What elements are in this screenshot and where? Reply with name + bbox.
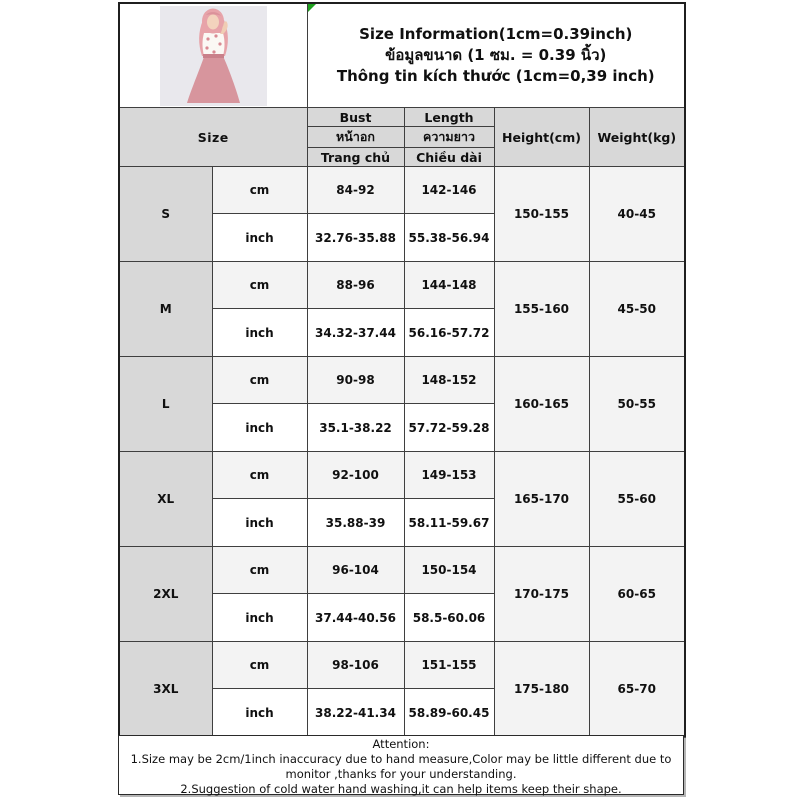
size-cell-2xl: 2XL [119, 547, 212, 642]
weight-l: 50-55 [589, 357, 685, 452]
unit-inch-l: inch [212, 404, 307, 452]
length-cm-xl: 149-153 [404, 452, 494, 499]
size-cell-m: M [119, 262, 212, 357]
bust-cm-m: 88-96 [307, 262, 404, 309]
unit-inch-2xl: inch [212, 594, 307, 642]
bust-inch-xl: 35.88-39 [307, 499, 404, 547]
bust-inch-2xl: 37.44-40.56 [307, 594, 404, 642]
unit-cm-s: cm [212, 167, 307, 214]
unit-cm-xl: cm [212, 452, 307, 499]
height-s: 150-155 [494, 167, 589, 262]
unit-inch-m: inch [212, 309, 307, 357]
attention-heading: Attention: [372, 737, 430, 751]
size-chart-table [118, 2, 686, 738]
weight-m: 45-50 [589, 262, 685, 357]
bust-inch-m: 34.32-37.44 [307, 309, 404, 357]
weight-xl: 55-60 [589, 452, 685, 547]
model-illustration [160, 6, 267, 106]
length-inch-2xl: 58.5-60.06 [404, 594, 494, 642]
bust-cm-2xl: 96-104 [307, 547, 404, 594]
size-cell-xl: XL [119, 452, 212, 547]
unit-cm-2xl: cm [212, 547, 307, 594]
length-cm-m: 144-148 [404, 262, 494, 309]
length-header-th: ความยาว [404, 127, 494, 148]
length-cm-2xl: 150-154 [404, 547, 494, 594]
length-cm-s: 142-146 [404, 167, 494, 214]
length-inch-m: 56.16-57.72 [404, 309, 494, 357]
title-vietnamese: Thông tin kích thước (1cm=0,39 inch) [336, 67, 655, 85]
unit-cm-l: cm [212, 357, 307, 404]
attention-box [118, 735, 684, 795]
row-s-cm [119, 167, 685, 214]
length-cm-l: 148-152 [404, 357, 494, 404]
height-3xl: 175-180 [494, 642, 589, 738]
bust-inch-s: 32.76-35.88 [307, 214, 404, 262]
length-cm-3xl: 151-155 [404, 642, 494, 689]
bust-inch-l: 35.1-38.22 [307, 404, 404, 452]
height-2xl: 170-175 [494, 547, 589, 642]
unit-inch-xl: inch [212, 499, 307, 547]
bust-cm-l: 90-98 [307, 357, 404, 404]
row-3xl-cm [119, 642, 685, 689]
size-cell-3xl: 3XL [119, 642, 212, 738]
title-cell [307, 3, 685, 108]
product-image-cell [119, 3, 307, 108]
length-inch-xl: 58.11-59.67 [404, 499, 494, 547]
length-header-vi: Chiều dài [404, 148, 494, 167]
row-2xl-cm [119, 547, 685, 594]
length-inch-3xl: 58.89-60.45 [404, 689, 494, 738]
bust-header-vi: Trang chủ [307, 148, 404, 167]
weight-s: 40-45 [589, 167, 685, 262]
cell-corner-marker-icon [308, 4, 316, 12]
length-inch-l: 57.72-59.28 [404, 404, 494, 452]
bust-cm-s: 84-92 [307, 167, 404, 214]
height-l: 160-165 [494, 357, 589, 452]
size-cell-s: S [119, 167, 212, 262]
bust-inch-3xl: 38.22-41.34 [307, 689, 404, 738]
row-m-cm [119, 262, 685, 309]
length-inch-s: 55.38-56.94 [404, 214, 494, 262]
unit-cm-3xl: cm [212, 642, 307, 689]
unit-cm-m: cm [212, 262, 307, 309]
weight-3xl: 65-70 [589, 642, 685, 738]
row-l-cm [119, 357, 685, 404]
row-xl-cm [119, 452, 685, 499]
title-english: Size Information(1cm=0.39inch) [359, 25, 633, 43]
title-thai: ข้อมูลขนาด (1 ซม. = 0.39 นิ้ว) [385, 46, 607, 64]
size-header: Size [119, 108, 307, 167]
bust-cm-3xl: 98-106 [307, 642, 404, 689]
unit-inch-3xl: inch [212, 689, 307, 738]
product-photo [160, 6, 267, 106]
attention-line-2: 2.Suggestion of cold water hand washing,it can help items keep their shape. [180, 782, 622, 796]
height-xl: 165-170 [494, 452, 589, 547]
height-header: Height(cm) [494, 108, 589, 167]
length-header-en: Length [404, 108, 494, 127]
unit-inch-s: inch [212, 214, 307, 262]
size-cell-l: L [119, 357, 212, 452]
bust-header-th: หน้าอก [307, 127, 404, 148]
bust-header-en: Bust [307, 108, 404, 127]
attention-line-1: 1.Size may be 2cm/1inch inaccuracy due to hand measure,Color may be little different due to monitor ,thanks for your understanding. [130, 752, 672, 781]
header-row-1 [119, 108, 685, 127]
height-m: 155-160 [494, 262, 589, 357]
top-row [119, 3, 685, 108]
weight-header: Weight(kg) [589, 108, 685, 167]
weight-2xl: 60-65 [589, 547, 685, 642]
bust-cm-xl: 92-100 [307, 452, 404, 499]
